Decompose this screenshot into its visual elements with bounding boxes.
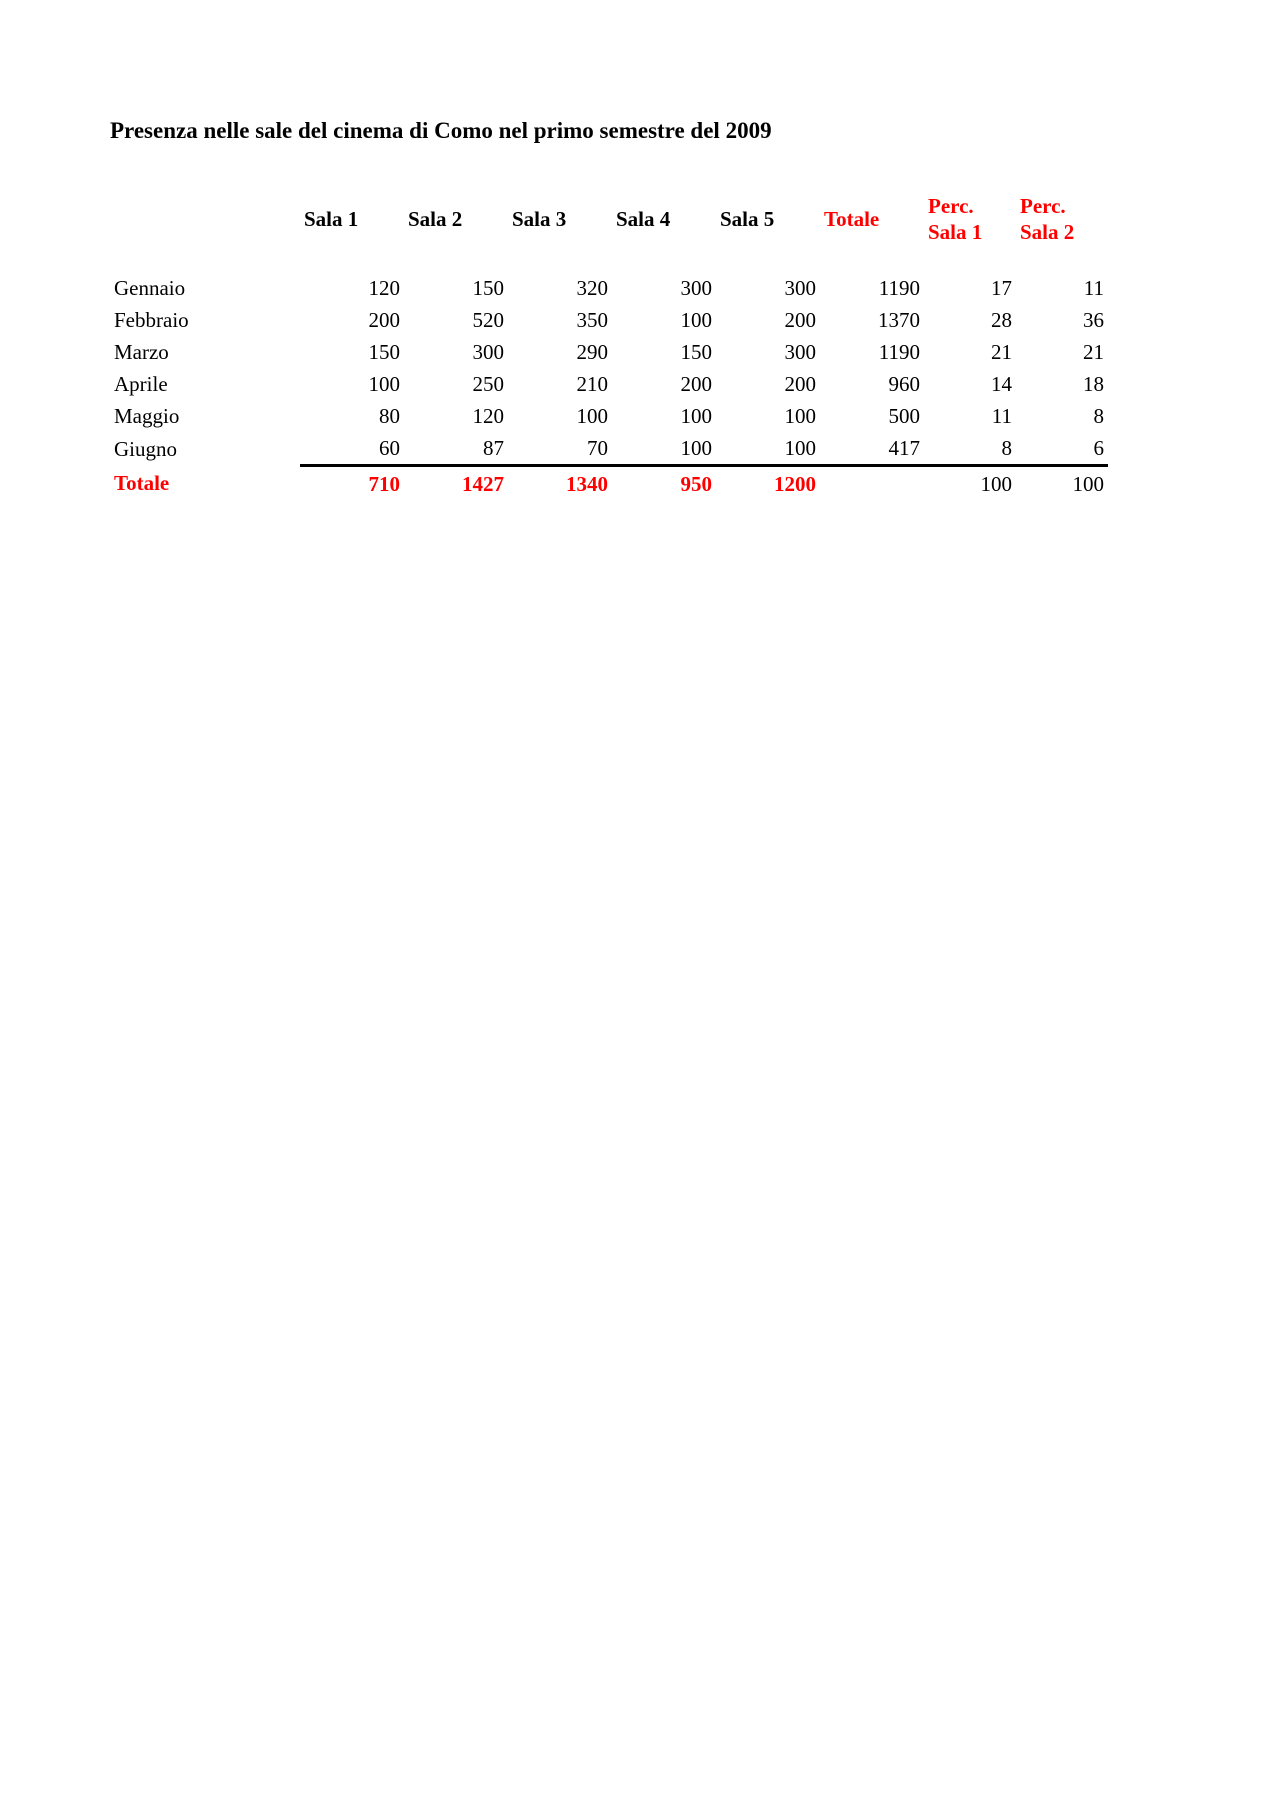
cell-totale: 1370 [878, 308, 920, 332]
cell-sala-5: 200 [784, 308, 816, 332]
cell-perc-sala-2: 11 [1083, 276, 1104, 300]
cell-sala-1: 120 [368, 276, 400, 300]
cell-sala-4: 200 [680, 372, 712, 396]
cell-perc-sala-1: 21 [991, 340, 1012, 364]
cell-sala-4: 300 [680, 276, 712, 300]
table-row [110, 400, 1108, 432]
total-perc-sala-2: 100 [1072, 472, 1104, 496]
cell-sala-4: 100 [680, 308, 712, 332]
cell-sala-3: 70 [508, 432, 612, 466]
spacer-row [110, 258, 1108, 272]
month-label: Aprile [114, 372, 168, 396]
total-sala-3: 1340 [566, 472, 608, 496]
column-header-perc-sala-1: Perc. Sala 1 [928, 194, 983, 244]
cell-sala-5: 200 [784, 372, 816, 396]
column-header-sala-3: Sala 3 [512, 207, 567, 231]
cell-perc-sala-2: 18 [1083, 372, 1104, 396]
cell-sala-1: 60 [300, 432, 404, 466]
header-row [110, 180, 1108, 258]
cell-sala-2: 250 [472, 372, 504, 396]
month-label: Marzo [114, 340, 169, 364]
cell-sala-3: 100 [576, 404, 608, 428]
cell-perc-sala-1: 8 [924, 432, 1016, 466]
cell-sala-5: 300 [784, 276, 816, 300]
cell-sala-4: 100 [612, 432, 716, 466]
cell-perc-sala-2: 36 [1083, 308, 1104, 332]
total-sala-1: 710 [368, 472, 400, 496]
column-header-sala-5: Sala 5 [720, 207, 775, 231]
cell-totale: 960 [888, 372, 920, 396]
total-sala-2: 1427 [462, 472, 504, 496]
cell-totale: 1190 [878, 276, 920, 300]
cell-perc-sala-1: 14 [991, 372, 1012, 396]
cell-perc-sala-1: 28 [991, 308, 1012, 332]
month-label: Giugno [114, 436, 177, 461]
cell-sala-5: 100 [784, 404, 816, 428]
cell-sala-3: 290 [576, 340, 608, 364]
total-row [110, 466, 1108, 502]
column-header-perc-sala-2: Perc. Sala 2 [1020, 194, 1075, 244]
cell-sala-3: 320 [576, 276, 608, 300]
attendance-table [110, 180, 1108, 501]
month-label: Febbraio [114, 308, 189, 332]
cell-sala-4: 100 [680, 404, 712, 428]
header-empty-cell [110, 180, 300, 258]
cell-sala-2: 520 [472, 308, 504, 332]
table-row [110, 272, 1108, 304]
table-row [110, 368, 1108, 400]
cell-perc-sala-2: 6 [1016, 432, 1108, 466]
cell-sala-1: 80 [379, 404, 400, 428]
month-label: Gennaio [114, 276, 186, 300]
cell-sala-2: 150 [472, 276, 504, 300]
cell-sala-3: 350 [576, 308, 608, 332]
cell-sala-1: 150 [368, 340, 400, 364]
column-header-sala-4: Sala 4 [616, 207, 671, 231]
cell-sala-1: 200 [368, 308, 400, 332]
column-header-sala-1: Sala 1 [304, 207, 359, 231]
column-header-totale: Totale [824, 207, 880, 231]
cell-sala-3: 210 [576, 372, 608, 396]
cell-perc-sala-2: 8 [1093, 404, 1104, 428]
cell-sala-5: 300 [784, 340, 816, 364]
table-row [110, 336, 1108, 368]
cell-sala-2: 120 [472, 404, 504, 428]
cell-sala-4: 150 [680, 340, 712, 364]
sheet-title: Presenza nelle sale del cinema di Como nel primo semestre del 2009 [110, 118, 772, 143]
cell-sala-5: 100 [716, 432, 820, 466]
column-header-sala-2: Sala 2 [408, 207, 463, 231]
cell-perc-sala-1: 17 [991, 276, 1012, 300]
cell-perc-sala-1: 11 [991, 404, 1012, 428]
cell-perc-sala-2: 21 [1083, 340, 1104, 364]
cell-sala-1: 100 [368, 372, 400, 396]
cell-totale: 417 [820, 432, 924, 466]
total-sala-4: 950 [680, 472, 712, 496]
cell-totale: 500 [888, 404, 920, 428]
table-row [110, 432, 1108, 466]
month-label: Maggio [114, 404, 180, 428]
table-row [110, 304, 1108, 336]
total-label: Totale [114, 471, 170, 496]
cell-sala-2: 300 [472, 340, 504, 364]
total-totale [820, 466, 924, 502]
total-perc-sala-1: 100 [980, 472, 1012, 496]
total-sala-5: 1200 [774, 472, 816, 496]
cell-sala-2: 87 [404, 432, 508, 466]
cell-totale: 1190 [878, 340, 920, 364]
